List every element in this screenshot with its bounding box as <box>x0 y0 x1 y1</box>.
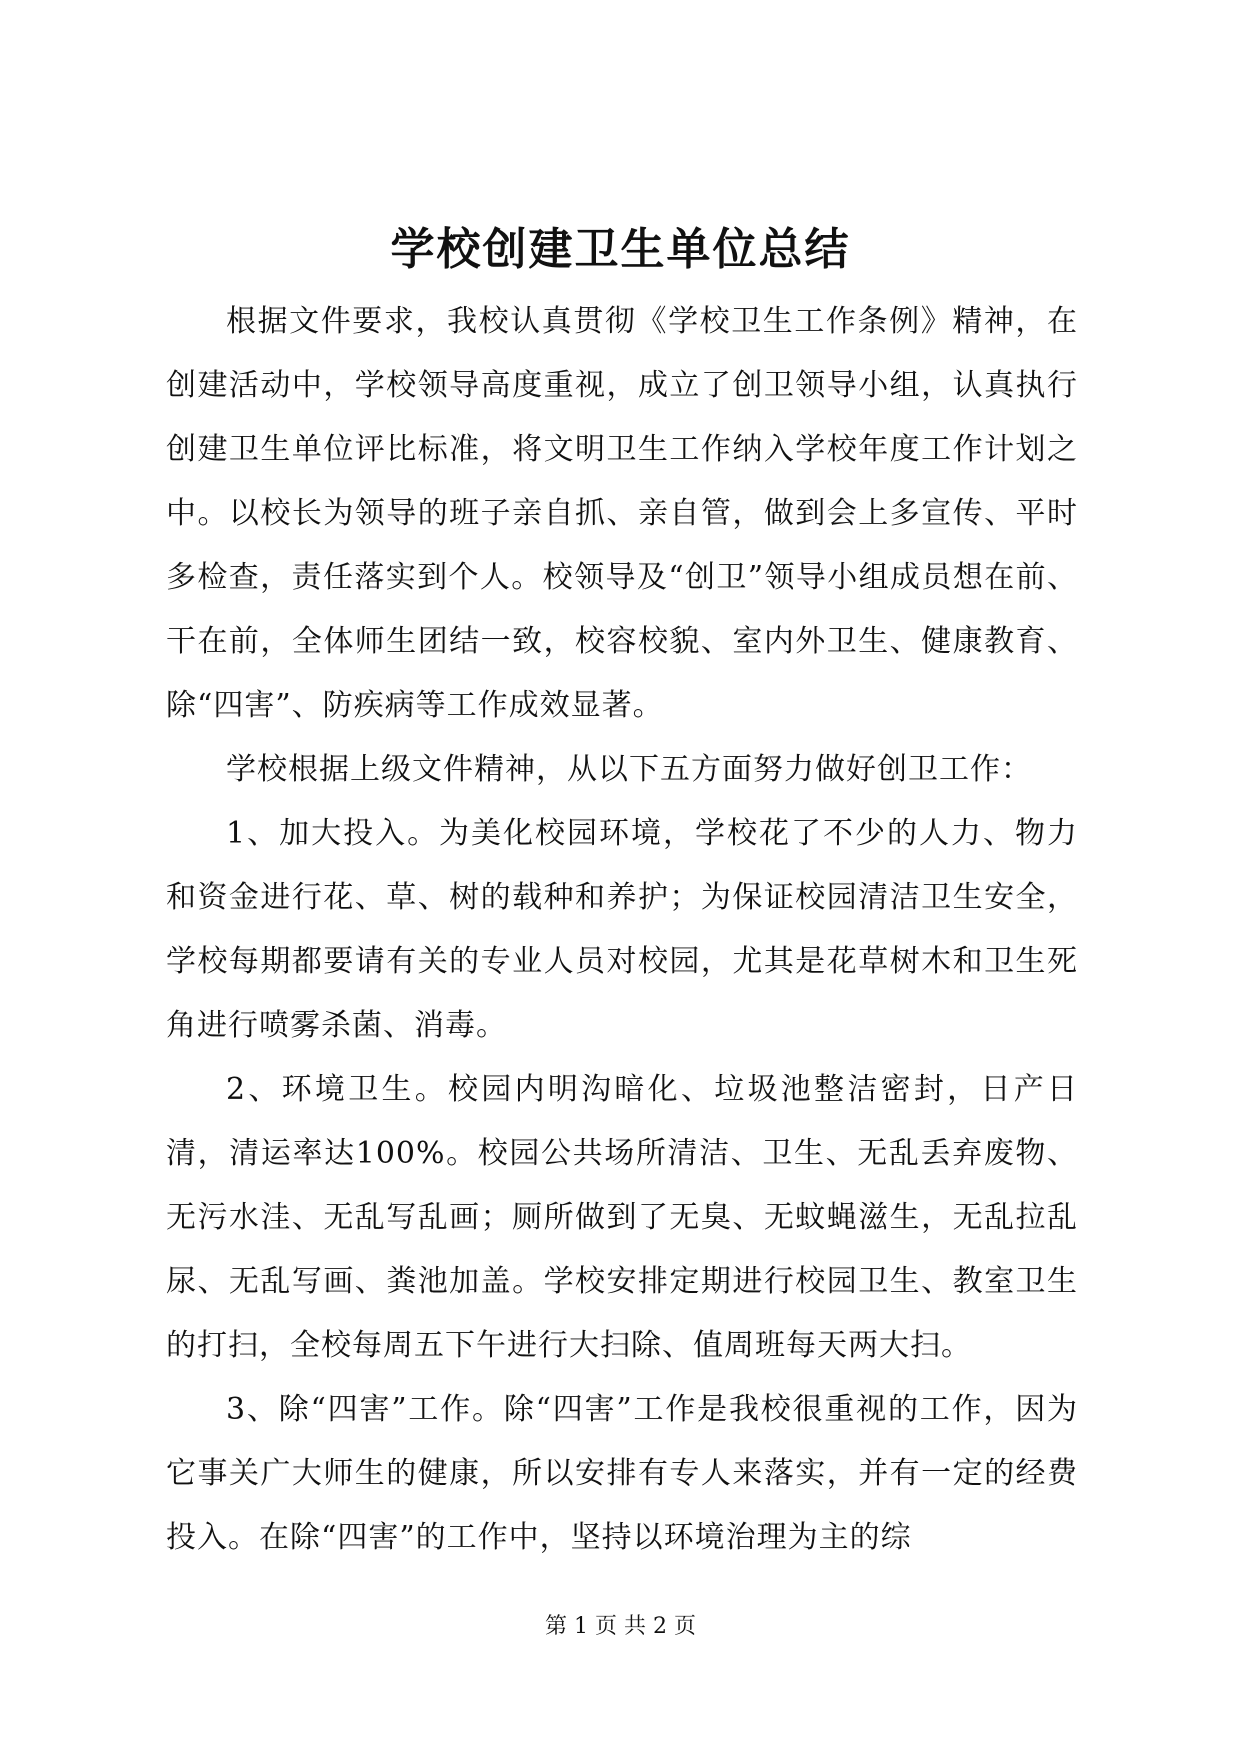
paragraph-intro: 根据文件要求，我校认真贯彻《学校卫生工作条例》精神，在创建活动中，学校领导高度重视，成立了创卫领导小组，认真执行创建卫生单位评比标准，将文明卫生工作纳入学校年度工作计划之中。以校长为领导的班子亲自抓、亲自管，做到会上多宣传、平时多检查，责任落实到个人。校领导及“创卫”领导小组成员想在前、干在前，全体师生团结一致，校容校貌、室内外卫生、健康教育、除“四害”、防疾病等工作成效显著。 <box>166 304 1078 723</box>
document-title: 学校创建卫生单位总结 <box>390 224 851 275</box>
paragraph-item-2: 2、环境卫生。校园内明沟暗化、垃圾池整洁密封，日产日清，清运率达100%。校园公共场所清洁、卫生、无乱丢弃废物、无污水洼、无乱写乱画；厕所做到了无臭、无蚊蝇滋生，无乱拉乱尿、无乱写画、粪池加盖。学校安排定期进行校园卫生、教室卫生的打扫，全校每周五下午进行大扫除、值周班每天两大扫。 <box>166 1072 1078 1363</box>
paragraph-item-3: 3、除“四害”工作。除“四害”工作是我校很重视的工作，因为它事关广大师生的健康，所以安排有专人来落实，并有一定的经费投入。在除“四害”的工作中，坚持以环境治理为主的综 <box>166 1392 1078 1555</box>
page-footer: 第 1 页 共 2 页 <box>545 1614 696 1639</box>
paragraph-item-1: 1、加大投入。为美化校园环境，学校花了不少的人力、物力和资金进行花、草、树的载种和养护；为保证校园清洁卫生安全，学校每期都要请有关的专业人员对校园，尤其是花草树木和卫生死角进行喷雾杀菌、消毒。 <box>166 816 1078 1043</box>
document-body <box>166 290 1078 1570</box>
paragraph-overview: 学校根据上级文件精神，从以下五方面努力做好创卫工作： <box>226 752 1032 787</box>
